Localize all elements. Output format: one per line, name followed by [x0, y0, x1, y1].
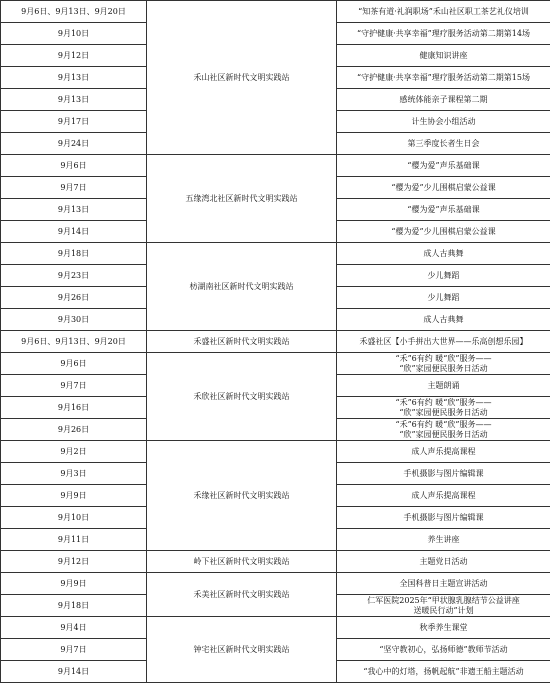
date-cell: 9月7日	[1, 639, 147, 661]
table-row	[1, 155, 550, 177]
date-cell: 9月18日	[1, 595, 147, 617]
date-cell: 9月18日	[1, 243, 147, 265]
activity-cell: 全国科普日主题宣讲活动	[337, 573, 550, 595]
station-cell: 五缘湾北社区新时代文明实践站	[147, 155, 337, 243]
date-cell: 9月10日	[1, 23, 147, 45]
date-cell: 9月14日	[1, 221, 147, 243]
activity-cell: 成人声乐提高课程	[337, 485, 550, 507]
activity-cell: “我心中的灯塔，扬帆起航”非遗王船主题活动	[337, 661, 550, 683]
table-row	[1, 331, 550, 353]
activity-cell: 成人古典舞	[337, 243, 550, 265]
date-cell: 9月9日	[1, 573, 147, 595]
date-cell: 9月6日、9月13日、9月20日	[1, 1, 147, 23]
date-cell: 9月6日	[1, 155, 147, 177]
date-cell: 9月7日	[1, 375, 147, 397]
activity-cell: 第三季度长者生日会	[337, 133, 550, 155]
activity-cell: 仁军医院2025年“甲状腺乳腺结节公益讲座 送暖民行动”计划	[337, 595, 550, 617]
date-cell: 9月12日	[1, 45, 147, 67]
station-cell: 岭下社区新时代文明实践站	[147, 551, 337, 573]
activity-cell: “禾”6有约 暖“欣”服务—— “欣”家园便民服务日活动	[337, 419, 550, 441]
activity-cell: 健康知识讲座	[337, 45, 550, 67]
activity-cell: “坚守教初心，弘扬师德”教师节活动	[337, 639, 550, 661]
station-cell: 钟宅社区新时代文明实践站	[147, 617, 337, 683]
date-cell: 9月12日	[1, 551, 147, 573]
date-cell: 9月3日	[1, 463, 147, 485]
date-cell: 9月2日	[1, 441, 147, 463]
activity-cell: 禾盛社区【小手拼出大世界——乐高创想乐园】	[337, 331, 550, 353]
date-cell: 9月30日	[1, 309, 147, 331]
table-row	[1, 573, 550, 595]
date-cell: 9月13日	[1, 199, 147, 221]
activity-cell: 养生讲座	[337, 529, 550, 551]
date-cell: 9月14日	[1, 661, 147, 683]
date-cell: 9月23日	[1, 265, 147, 287]
date-cell: 9月26日	[1, 419, 147, 441]
station-cell: 枋湖南社区新时代文明实践站	[147, 243, 337, 331]
date-cell: 9月17日	[1, 111, 147, 133]
station-cell: 禾美社区新时代文明实践站	[147, 573, 337, 617]
activity-cell: 秋季养生课堂	[337, 617, 550, 639]
date-cell: 9月16日	[1, 397, 147, 419]
table-row	[1, 441, 550, 463]
activity-cell: 主题党日活动	[337, 551, 550, 573]
activity-cell: 成人声乐提高课程	[337, 441, 550, 463]
schedule-body	[1, 1, 550, 683]
activity-cell: 手机摄影与图片编辑课	[337, 463, 550, 485]
activity-cell: 成人古典舞	[337, 309, 550, 331]
activity-cell: “知茶有道·礼润职场”禾山社区职工茶艺礼仪培训	[337, 1, 550, 23]
activity-cell: 计生协会小组活动	[337, 111, 550, 133]
table-row	[1, 551, 550, 573]
activity-cell: 少儿舞蹈	[337, 265, 550, 287]
station-cell: 禾欣社区新时代文明实践站	[147, 353, 337, 441]
date-cell: 9月6日	[1, 353, 147, 375]
activity-cell: 感统体能亲子课程第二期	[337, 89, 550, 111]
activity-cell: “守护健康·共享幸福”理疗服务活动第二期第15场	[337, 67, 550, 89]
station-cell: 禾盛社区新时代文明实践站	[147, 331, 337, 353]
date-cell: 9月10日	[1, 507, 147, 529]
activity-cell: “樱为爱”声乐基础课	[337, 155, 550, 177]
date-cell: 9月4日	[1, 617, 147, 639]
date-cell: 9月13日	[1, 89, 147, 111]
table-row	[1, 1, 550, 23]
date-cell: 9月9日	[1, 485, 147, 507]
activity-cell: 手机摄影与图片编辑课	[337, 507, 550, 529]
station-cell: 禾山社区新时代文明实践站	[147, 1, 337, 155]
date-cell: 9月26日	[1, 287, 147, 309]
table-row	[1, 353, 550, 375]
activity-cell: “禾”6有约 暖“欣”服务—— “欣”家园便民服务日活动	[337, 397, 550, 419]
activity-cell: 少儿舞蹈	[337, 287, 550, 309]
activity-cell: “樱为爱”少儿围棋启蒙公益课	[337, 177, 550, 199]
date-cell: 9月11日	[1, 529, 147, 551]
table-row	[1, 243, 550, 265]
date-cell: 9月13日	[1, 67, 147, 89]
date-cell: 9月7日	[1, 177, 147, 199]
activity-cell: “禾”6有约 暖“欣”服务—— “欣”家园便民服务日活动	[337, 353, 550, 375]
activity-cell: “樱为爱”少儿围棋启蒙公益课	[337, 221, 550, 243]
date-cell: 9月24日	[1, 133, 147, 155]
activity-cell: 主题朗诵	[337, 375, 550, 397]
date-cell: 9月6日、9月13日、9月20日	[1, 331, 147, 353]
station-cell: 禾缘社区新时代文明实践站	[147, 441, 337, 551]
activity-cell: “守护健康·共享幸福”理疗服务活动第二期第14场	[337, 23, 550, 45]
table-row	[1, 617, 550, 639]
activity-cell: “樱为爱”声乐基础课	[337, 199, 550, 221]
